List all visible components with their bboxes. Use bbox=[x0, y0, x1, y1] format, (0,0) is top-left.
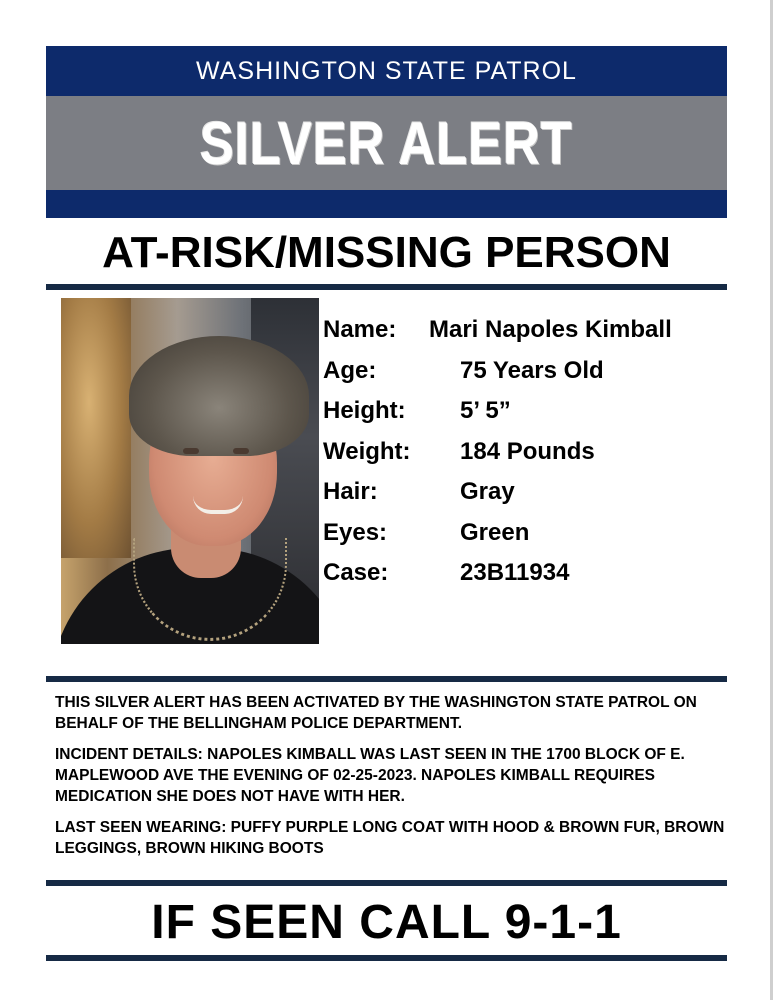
detail-label: Hair: bbox=[323, 478, 378, 505]
detail-value: Mari Napoles Kimball bbox=[429, 316, 672, 343]
detail-label: Name: bbox=[323, 316, 397, 343]
alert-title: SILVER ALERT bbox=[200, 109, 573, 177]
incident-details-text: INCIDENT DETAILS: NAPOLES KIMBALL WAS LAST SEEN IN THE 1700 BLOCK OF E. MAPLEWOOD AVE THE EVENING OF 02-25-2023. NAPOLES KIMBALL REQUIRES MEDICATION SHE DOES NOT HAVE WITH HER. bbox=[55, 746, 685, 805]
detail-row-case bbox=[323, 559, 733, 600]
divider-middle bbox=[46, 676, 727, 682]
missing-person-title: AT-RISK/MISSING PERSON bbox=[102, 228, 671, 277]
detail-row-height bbox=[323, 397, 733, 438]
detail-value: 75 Years Old bbox=[460, 356, 604, 384]
detail-value: Green bbox=[460, 518, 530, 546]
banner-footer-strip bbox=[46, 190, 727, 218]
detail-row-age bbox=[323, 357, 733, 398]
detail-value: 23B11934 bbox=[460, 559, 570, 586]
divider-lower bbox=[46, 880, 727, 886]
divider-top bbox=[46, 284, 727, 290]
missing-person-heading bbox=[46, 222, 727, 284]
alert-information bbox=[55, 692, 725, 869]
agency-banner bbox=[46, 46, 727, 96]
detail-label: Eyes: bbox=[323, 518, 388, 546]
detail-row-weight bbox=[323, 438, 733, 479]
detail-value: Gray bbox=[460, 478, 515, 505]
agency-name: WASHINGTON STATE PATROL bbox=[196, 56, 577, 85]
portrait-photo bbox=[61, 298, 319, 644]
call-to-action bbox=[46, 890, 727, 954]
detail-row-name bbox=[323, 316, 733, 357]
person-details bbox=[323, 316, 733, 600]
detail-label: Weight: bbox=[323, 437, 411, 465]
clothing-description-text: LAST SEEN WEARING: PUFFY PURPLE LONG COAT WITH HOOD & BROWN FUR, BROWN LEGGINGS, BROWN HIKING BOOTS bbox=[55, 819, 725, 857]
detail-label: Age: bbox=[323, 356, 377, 384]
divider-bottom bbox=[46, 955, 727, 961]
alert-banner bbox=[46, 96, 727, 190]
detail-label: Case: bbox=[323, 559, 389, 586]
detail-row-eyes bbox=[323, 519, 733, 560]
activation-text: THIS SILVER ALERT HAS BEEN ACTIVATED BY THE WASHINGTON STATE PATROL ON BEHALF OF THE BELLINGHAM POLICE DEPARTMENT. bbox=[55, 694, 697, 732]
detail-value: 5’ 5” bbox=[460, 397, 511, 424]
detail-label: Height: bbox=[323, 397, 406, 424]
detail-value: 184 Pounds bbox=[460, 437, 595, 465]
detail-row-hair bbox=[323, 478, 733, 519]
call-to-action-text: IF SEEN CALL 9-1-1 bbox=[151, 895, 622, 949]
